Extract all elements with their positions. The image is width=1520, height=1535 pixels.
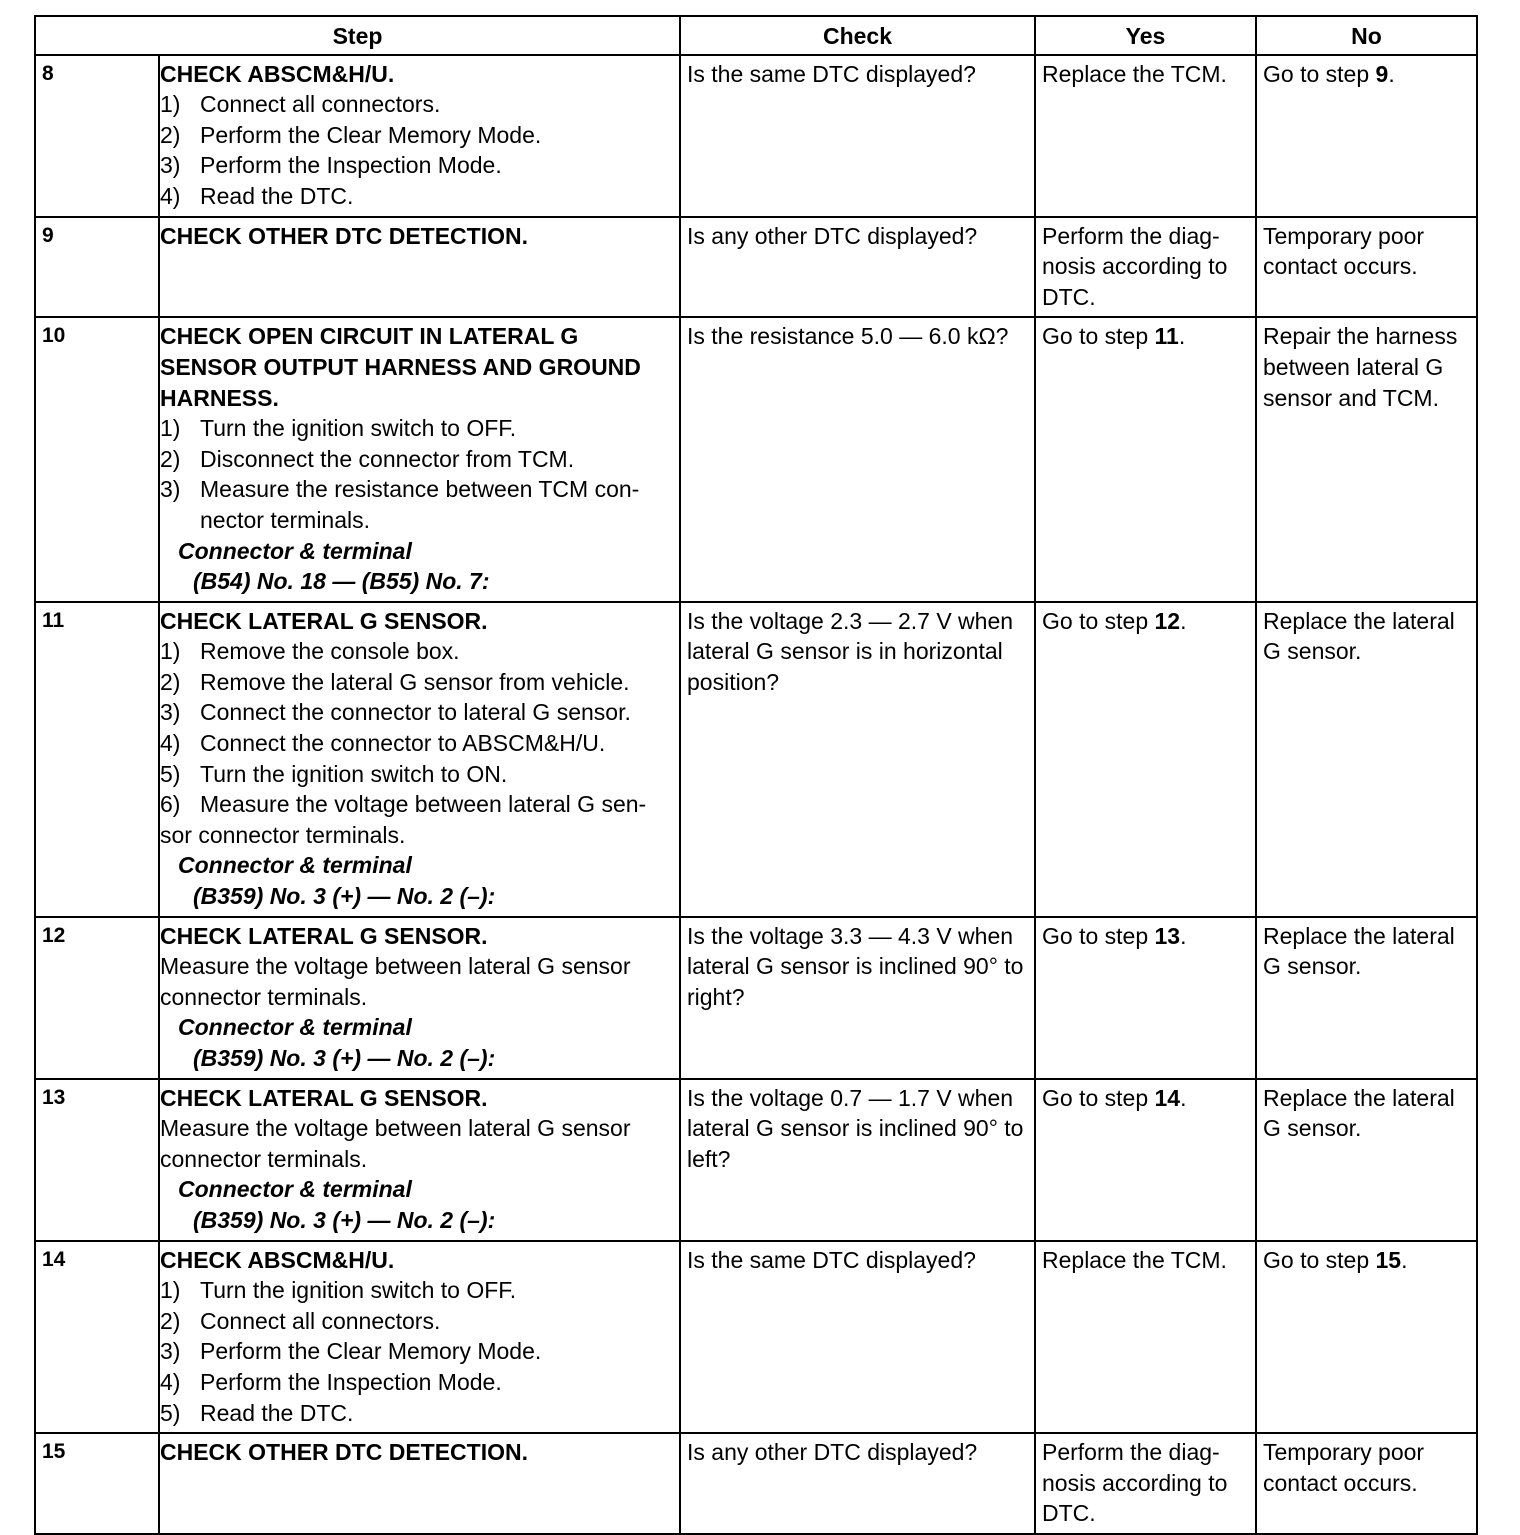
procedure-item (160, 1398, 674, 1429)
procedure-number: 2) (160, 445, 181, 472)
yes-text: Perform the diag- nosis according to DTC. (1042, 222, 1228, 310)
step-number: 9 (35, 217, 159, 318)
no-action (1256, 917, 1477, 1079)
table-header (35, 16, 1477, 55)
no-action (1256, 55, 1477, 217)
procedure-item (160, 413, 674, 444)
procedure-number: 2) (160, 121, 181, 148)
procedure-number: 4) (160, 182, 181, 209)
header-yes: Yes (1035, 16, 1256, 55)
no-text: Replace the lateral G sensor. (1263, 1084, 1455, 1142)
diagnostic-table-page (34, 15, 1476, 1535)
yes-action (1035, 602, 1256, 917)
connector-heading: Connector & terminal (178, 1176, 412, 1203)
no-action (1256, 602, 1477, 917)
table-row (35, 317, 1477, 601)
yes-action (1035, 1079, 1256, 1241)
procedure-text: Connect the connector to ABSCM&H/U. (200, 730, 606, 757)
step-title: CHECK OPEN CIRCUIT IN LATERAL G SENSOR OUTPUT HARNESS AND GROUND HARNESS. (160, 323, 641, 411)
step-body-text: Measure the voltage between lateral G sensor connector terminals. (160, 953, 631, 1010)
procedure-text: Disconnect the connector from TCM. (200, 445, 575, 472)
check-question: Is the same DTC displayed? (680, 55, 1035, 217)
procedure-item (160, 181, 674, 212)
check-question: Is the voltage 0.7 — 1.7 V when lateral G sensor is inclined 90° to left? (680, 1079, 1035, 1241)
no-text: Go to step (1263, 60, 1376, 87)
check-question: Is the voltage 3.3 — 4.3 V when lateral G sensor is inclined 90° to right? (680, 917, 1035, 1079)
procedure-item (160, 120, 674, 151)
yes-step-ref: 11 (1154, 323, 1179, 350)
yes-text: Go to step (1042, 1084, 1155, 1111)
procedure-number: 1) (160, 415, 181, 442)
step-number: 8 (35, 55, 159, 217)
yes-suffix: . (1180, 922, 1187, 949)
procedure-item (160, 667, 674, 698)
procedure-text: Measure the resistance between TCM con- nector terminals. (200, 476, 640, 533)
check-question: Is the same DTC displayed? (680, 1241, 1035, 1434)
step-title: CHECK LATERAL G SENSOR. (160, 607, 488, 634)
procedure-number: 4) (160, 730, 181, 757)
procedure-number: 3) (160, 476, 181, 503)
connector-terminal-value: (B359) No. 3 (+) — No. 2 (–): (193, 883, 496, 910)
yes-suffix: . (1178, 323, 1186, 350)
procedure-number: 6) (160, 791, 181, 818)
step-description (159, 55, 680, 217)
yes-suffix: . (1180, 607, 1187, 634)
procedure-text: Read the DTC. (200, 1399, 354, 1426)
step-title: CHECK OTHER DTC DETECTION. (160, 1439, 528, 1466)
connector-terminal-value: (B359) No. 3 (+) — No. 2 (–): (193, 1045, 496, 1071)
check-question: Is the voltage 2.3 — 2.7 V when lateral G sensor is in horizontal position? (680, 602, 1035, 917)
no-action (1256, 217, 1477, 318)
yes-text: Go to step (1042, 607, 1155, 634)
procedure-text: Turn the ignition switch to OFF. (200, 415, 517, 442)
no-text: Repair the harness between lateral G sensor and TCM. (1263, 323, 1458, 411)
step-number: 15 (35, 1433, 159, 1534)
procedure-number: 5) (160, 760, 181, 787)
step-number: 12 (35, 917, 159, 1079)
no-suffix: . (1388, 60, 1395, 87)
procedure-text: Connect all connectors. (200, 1307, 441, 1334)
step-description (159, 317, 680, 601)
step-description (159, 1079, 680, 1241)
no-text: Temporary poor contact occurs. (1263, 222, 1425, 280)
no-text: Go to step (1263, 1246, 1376, 1273)
no-action (1256, 1079, 1477, 1241)
procedure-number: 4) (160, 1368, 181, 1395)
procedure-item (160, 89, 674, 120)
yes-text: Go to step (1042, 323, 1155, 350)
step-description (159, 1433, 680, 1534)
no-action (1256, 1433, 1477, 1534)
yes-action (1035, 55, 1256, 217)
procedure-number: 1) (160, 638, 181, 665)
yes-action (1035, 1433, 1256, 1534)
no-action (1256, 1241, 1477, 1434)
table-row (35, 217, 1477, 318)
yes-step-ref: 14 (1154, 1084, 1181, 1111)
header-row (35, 16, 1477, 55)
step-number: 14 (35, 1241, 159, 1434)
procedure-number: 1) (160, 1277, 181, 1304)
table-row (35, 917, 1477, 1079)
header-no: No (1256, 16, 1477, 55)
procedure-text: Connect the connector to lateral G sensor. (200, 699, 631, 726)
header-step: Step (35, 16, 680, 55)
procedure-item (160, 636, 674, 667)
procedure-continuation: sor connector terminals. (160, 821, 406, 848)
procedure-item (160, 789, 674, 820)
yes-suffix: . (1180, 1084, 1187, 1111)
table-row (35, 602, 1477, 917)
connector-heading: Connector & terminal (178, 1014, 412, 1041)
yes-text: Go to step (1042, 922, 1155, 949)
step-description (159, 917, 680, 1079)
procedure-number: 3) (160, 152, 181, 179)
no-text: Replace the lateral G sensor. (1263, 607, 1455, 665)
step-title: CHECK ABSCM&H/U. (160, 1246, 395, 1273)
procedure-text: Perform the Inspection Mode. (200, 152, 502, 179)
check-question: Is any other DTC displayed? (680, 1433, 1035, 1534)
table-row (35, 1433, 1477, 1534)
step-description (159, 1241, 680, 1434)
yes-text: Perform the diag- nosis according to DTC. (1042, 1439, 1228, 1527)
procedure-number: 2) (160, 668, 181, 695)
procedure-item (160, 1367, 674, 1398)
procedure-number: 3) (160, 1338, 181, 1365)
no-step-ref: 15 (1375, 1246, 1402, 1273)
step-body-text: Measure the voltage between lateral G sensor connector terminals. (160, 1115, 631, 1172)
step-description (159, 602, 680, 917)
procedure-text: Connect all connectors. (200, 91, 441, 118)
procedure-text: Measure the voltage between lateral G sen- (200, 791, 647, 818)
connector-terminal-value: (B359) No. 3 (+) — No. 2 (–): (193, 1206, 496, 1233)
step-title: CHECK LATERAL G SENSOR. (160, 922, 488, 949)
table-body (35, 55, 1477, 1534)
no-suffix: . (1401, 1246, 1408, 1273)
procedure-text: Perform the Inspection Mode. (200, 1368, 502, 1395)
step-description (159, 217, 680, 318)
procedure-text: Perform the Clear Memory Mode. (200, 121, 542, 148)
table-row (35, 55, 1477, 217)
procedure-text: Turn the ignition switch to OFF. (200, 1277, 517, 1304)
procedure-number: 1) (160, 91, 181, 118)
step-number: 13 (35, 1079, 159, 1241)
check-question: Is any other DTC displayed? (680, 217, 1035, 318)
procedure-item (160, 1336, 674, 1367)
yes-text: Replace the TCM. (1042, 60, 1227, 87)
yes-action (1035, 317, 1256, 601)
procedure-text: Perform the Clear Memory Mode. (200, 1338, 542, 1365)
header-check: Check (680, 16, 1035, 55)
step-title: CHECK OTHER DTC DETECTION. (160, 222, 528, 249)
step-number: 10 (35, 317, 159, 601)
procedure-number: 5) (160, 1399, 181, 1426)
procedure-item (160, 697, 674, 728)
procedure-item (160, 474, 674, 535)
no-step-ref: 9 (1375, 60, 1389, 87)
procedure-item (160, 444, 674, 475)
connector-terminal-value: (B54) No. 18 — (B55) No. 7: (193, 568, 490, 595)
table-row (35, 1241, 1477, 1434)
procedure-text: Remove the console box. (200, 638, 460, 665)
procedure-text: Remove the lateral G sensor from vehicle. (200, 668, 630, 695)
step-number: 11 (35, 602, 159, 917)
yes-step-ref: 13 (1154, 922, 1181, 949)
step-title: CHECK LATERAL G SENSOR. (160, 1084, 488, 1111)
procedure-item (160, 728, 674, 759)
diagnostic-procedure-table (34, 15, 1478, 1535)
yes-action (1035, 917, 1256, 1079)
yes-action (1035, 217, 1256, 318)
procedure-item (160, 1275, 674, 1306)
no-text: Temporary poor contact occurs. (1263, 1439, 1425, 1496)
table-row (35, 1079, 1477, 1241)
connector-heading: Connector & terminal (178, 537, 412, 564)
procedure-item (160, 150, 674, 181)
yes-action (1035, 1241, 1256, 1434)
check-question: Is the resistance 5.0 — 6.0 kΩ? (680, 317, 1035, 601)
procedure-number: 2) (160, 1307, 181, 1334)
procedure-text: Read the DTC. (200, 182, 354, 209)
procedure-item (160, 1306, 674, 1337)
step-title: CHECK ABSCM&H/U. (160, 60, 395, 87)
yes-step-ref: 12 (1154, 607, 1181, 634)
procedure-item (160, 759, 674, 790)
procedure-text: Turn the ignition switch to ON. (200, 760, 508, 787)
no-text: Replace the lateral G sensor. (1263, 922, 1455, 980)
procedure-number: 3) (160, 699, 181, 726)
no-action (1256, 317, 1477, 601)
yes-text: Replace the TCM. (1042, 1246, 1227, 1273)
connector-heading: Connector & terminal (178, 852, 412, 879)
